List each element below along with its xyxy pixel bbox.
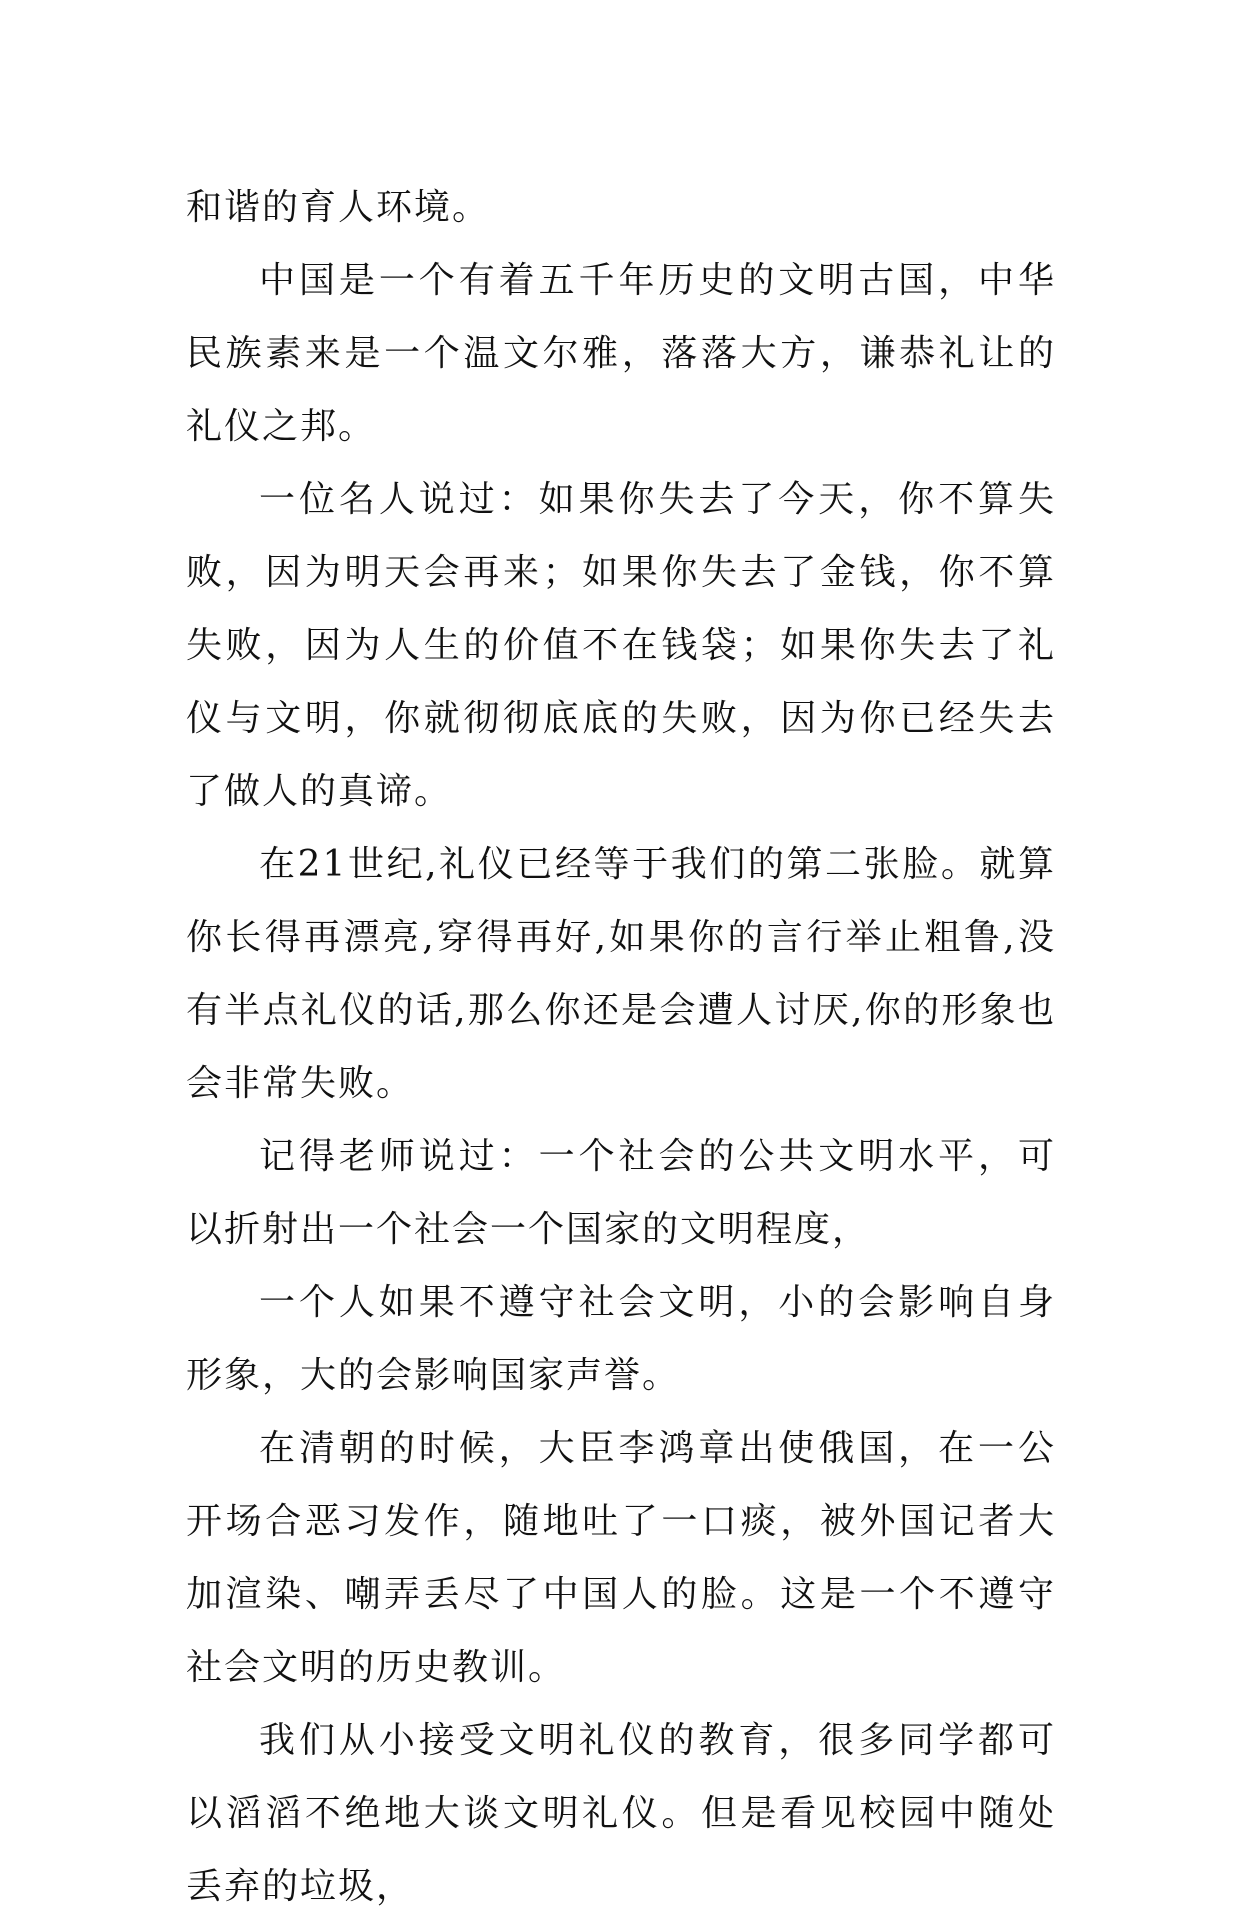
paragraph-ancient-civilization: 中国是一个有着五千年历史的文明古国，中华民族素来是一个温文尔雅，落落大方，谦恭礼让的礼仪之邦。 [186, 260, 1056, 447]
body-text [186, 171, 1056, 1923]
paragraph-teacher-said: 记得老师说过：一个社会的公共文明水平，可以折射出一个社会一个国家的文明程度， [186, 1136, 1056, 1250]
paragraph-famous-quote: 一位名人说过：如果你失去了今天，你不算失败，因为明天会再来；如果你失去了金钱，你不算失败，因为人生的价值不在钱袋；如果你失去了礼仪与文明，你就彻彻底底的失败，因为你已经失去了做人的真谛。 [186, 479, 1056, 812]
paragraph-second-face: 在21世纪,礼仪已经等于我们的第二张脸。就算你长得再漂亮,穿得再好,如果你的言行举止粗鲁,没有半点礼仪的话,那么你还是会遭人讨厌,你的形象也会非常失败。 [186, 844, 1056, 1104]
paragraph-personal-reputation: 一个人如果不遵守社会文明，小的会影响自身形象，大的会影响国家声誉。 [186, 1282, 1056, 1396]
paragraph-continuation: 和谐的育人环境。 [186, 187, 491, 228]
paragraph-etiquette-education: 我们从小接受文明礼仪的教育，很多同学都可以滔滔不绝地大谈文明礼仪。但是看见校园中随处丢弃的垃圾， [186, 1720, 1056, 1907]
paragraph-qing-dynasty: 在清朝的时候，大臣李鸿章出使俄国，在一公开场合恶习发作，随地吐了一口痰，被外国记者大加渲染、嘲弄丢尽了中国人的脸。这是一个不遵守社会文明的历史教训。 [186, 1428, 1056, 1688]
